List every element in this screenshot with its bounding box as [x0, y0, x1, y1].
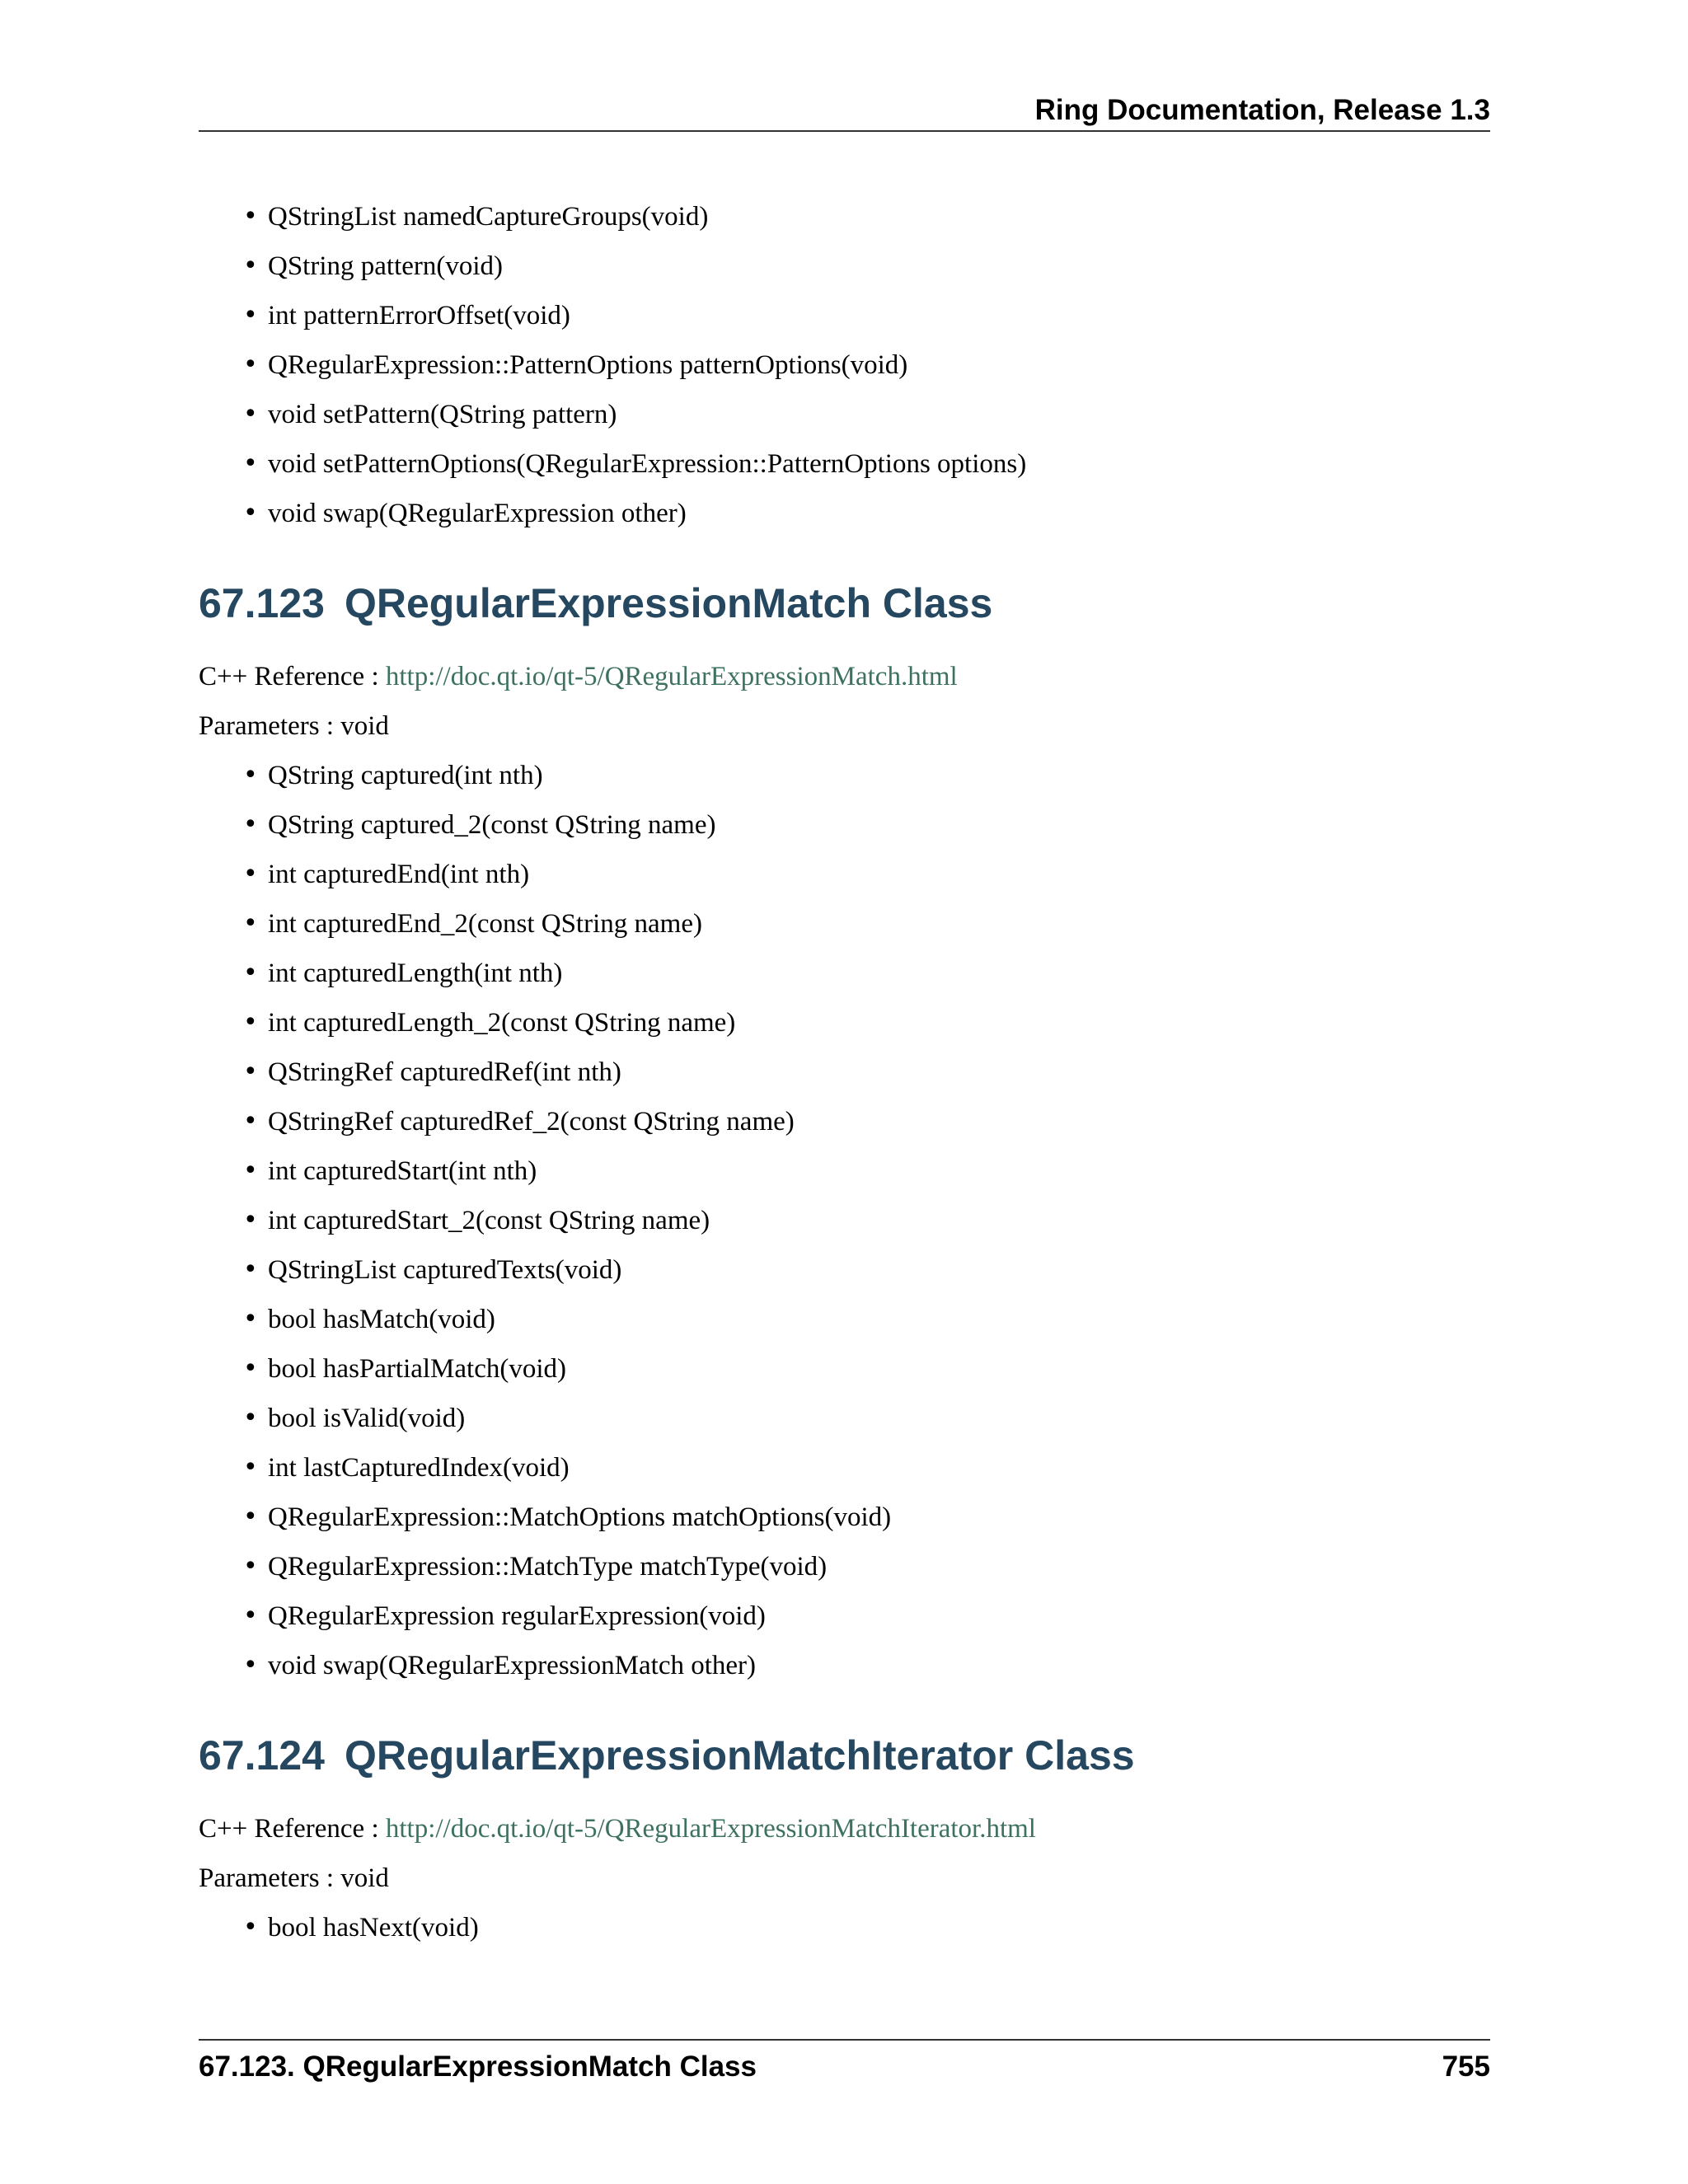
list-item: • void swap(QRegularExpressionMatch other)	[268, 1647, 1490, 1696]
section-title: QRegularExpressionMatch Class	[344, 580, 993, 626]
list-item: • int lastCapturedIndex(void)	[268, 1449, 1490, 1498]
list-item: • int capturedStart(int nth)	[268, 1152, 1490, 1202]
list-item: • bool isValid(void)	[268, 1399, 1490, 1449]
list-item: • void setPatternOptions(QRegularExpression::PatternOptions options)	[268, 445, 1490, 494]
list-item: • int capturedStart_2(const QString name)	[268, 1202, 1490, 1251]
list-item: • QStringList capturedTexts(void)	[268, 1251, 1490, 1301]
list-item: • int capturedLength_2(const QString name)	[268, 1004, 1490, 1053]
list-item: • QString captured(int nth)	[268, 757, 1490, 806]
parameters-line: Parameters : void	[199, 1863, 389, 1893]
list-item: • QString pattern(void)	[268, 247, 1490, 297]
running-footer	[199, 2039, 1490, 2085]
page-number: 755	[1442, 2050, 1490, 2083]
list-item: • QString captured_2(const QString name)	[268, 806, 1490, 855]
header-title: Ring Documentation, Release 1.3	[1034, 94, 1490, 126]
top-method-list	[199, 198, 1490, 544]
list-item: • QRegularExpression::MatchOptions matchOptions(void)	[268, 1498, 1490, 1548]
section-number: 67.124	[199, 1732, 325, 1779]
list-item: • QRegularExpression regularExpression(void)	[268, 1597, 1490, 1647]
reference-link[interactable]: http://doc.qt.io/qt-5/QRegularExpressionMatch.html	[385, 662, 958, 691]
section-heading-67-124	[199, 1731, 1490, 1780]
parameters-line: Parameters : void	[199, 711, 389, 741]
iterator-method-list	[199, 1909, 1490, 1958]
page-content	[199, 198, 1490, 1958]
running-header	[199, 92, 1490, 132]
list-item: • int capturedEnd_2(const QString name)	[268, 905, 1490, 954]
reference-link[interactable]: http://doc.qt.io/qt-5/QRegularExpressionMatchIterator.html	[385, 1814, 1036, 1844]
list-item: • bool hasNext(void)	[268, 1909, 1490, 1958]
match-method-list	[199, 757, 1490, 1696]
list-item: • bool hasMatch(void)	[268, 1301, 1490, 1350]
section-heading-67-123	[199, 579, 1490, 628]
section-title: QRegularExpressionMatchIterator Class	[344, 1732, 1135, 1779]
list-item: • void swap(QRegularExpression other)	[268, 494, 1490, 544]
list-item: • QRegularExpression::PatternOptions patternOptions(void)	[268, 346, 1490, 396]
list-item: • int capturedEnd(int nth)	[268, 855, 1490, 905]
section-number: 67.123	[199, 580, 325, 626]
list-item: • QStringRef capturedRef(int nth)	[268, 1053, 1490, 1103]
list-item: • QStringRef capturedRef_2(const QString name)	[268, 1103, 1490, 1152]
list-item: • void setPattern(QString pattern)	[268, 396, 1490, 445]
cpp-reference-line	[199, 1810, 1490, 1859]
list-item: • int capturedLength(int nth)	[268, 954, 1490, 1004]
footer-section: 67.123. QRegularExpressionMatch Class	[199, 2050, 757, 2083]
list-item: • int patternErrorOffset(void)	[268, 297, 1490, 346]
cpp-reference-line	[199, 658, 1490, 707]
list-item: • QRegularExpression::MatchType matchType(void)	[268, 1548, 1490, 1597]
reference-label: C++ Reference :	[199, 662, 379, 691]
list-item: • bool hasPartialMatch(void)	[268, 1350, 1490, 1399]
list-item: • QStringList namedCaptureGroups(void)	[268, 198, 1490, 247]
reference-label: C++ Reference :	[199, 1814, 379, 1844]
